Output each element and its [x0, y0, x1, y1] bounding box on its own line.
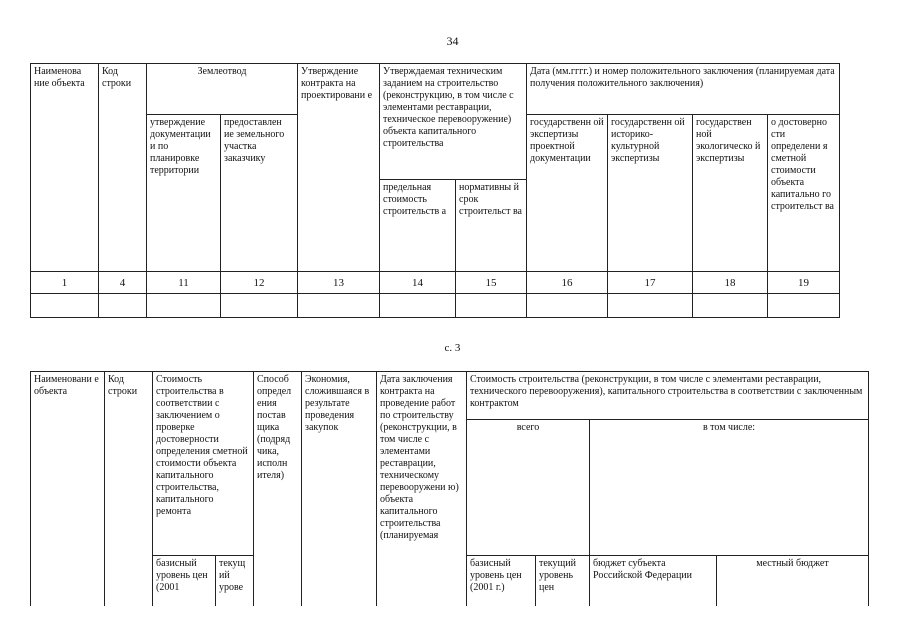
- col-number: 17: [608, 272, 693, 294]
- col-number: 13: [298, 272, 380, 294]
- header-land-sub1: утверждение документации и по планировке территории: [147, 115, 221, 272]
- header-tech: Утверждаемая техническим заданием на строительство (реконструкцию, в том числе с элементами реставрации, техническое перевооружение) объекта капитального строительства: [380, 64, 527, 180]
- header-contract-cost: Стоимость строительства (реконструкции, в том числе с элементами реставрации, технического перевооружения), капитального строительства в соответствии с заключенным контрактом: [467, 372, 869, 420]
- empty-cell: [99, 294, 147, 318]
- header-total-sub1: базисный уровень цен (2001 г.): [467, 556, 536, 606]
- header-tech-sub2: нормативны й срок строительст ва: [456, 180, 527, 272]
- table-2: [30, 371, 869, 606]
- section-separator: с. 3: [444, 342, 461, 354]
- header-approval: Утверждение контракта на проектировани е: [298, 64, 380, 272]
- empty-cell: [298, 294, 380, 318]
- header-budget-region: бюджет субъекта Российской Федерации: [590, 556, 717, 606]
- header-method: Способ определ ения постав щика (подряд чика, исполн ителя): [254, 372, 302, 606]
- col-number: 14: [380, 272, 456, 294]
- page-number: 34: [446, 34, 459, 48]
- header-name: Наименовани е объекта: [31, 372, 105, 606]
- header-date-sub2: государственн ой историко-культурной экспертизы: [608, 115, 693, 272]
- empty-cell: [527, 294, 608, 318]
- empty-cell: [31, 294, 99, 318]
- header-budget-local: местный бюджет: [717, 556, 869, 606]
- col-number: 18: [693, 272, 768, 294]
- empty-cell: [768, 294, 840, 318]
- header-cost: Стоимость строительства в соответствии с заключением о проверке достоверности определения сметной стоимости объекта капитального строительства, капитального ремонта: [153, 372, 254, 556]
- header-land: Землеотвод: [147, 64, 298, 115]
- col-number: 1: [31, 272, 99, 294]
- col-number: 19: [768, 272, 840, 294]
- header-name: Наименова ние объекта: [31, 64, 99, 272]
- header-date-sub3: государствен ной экологическо й экспертизы: [693, 115, 768, 272]
- table-1: [30, 63, 840, 318]
- empty-cell: [380, 294, 456, 318]
- header-code: Код строки: [99, 64, 147, 272]
- header-code: Код строки: [105, 372, 153, 606]
- col-number: 12: [221, 272, 298, 294]
- empty-cell: [221, 294, 298, 318]
- empty-cell: [147, 294, 221, 318]
- col-number: 16: [527, 272, 608, 294]
- empty-cell: [693, 294, 768, 318]
- header-date-sub1: государственн ой экспертизы проектной документации: [527, 115, 608, 272]
- header-cost-sub2: текущ ий урове: [216, 556, 254, 606]
- header-date-sub4: о достоверно сти определени я сметной стоимости объекта капитально го строительст ва: [768, 115, 840, 272]
- header-total: всего: [467, 420, 590, 556]
- header-total-sub2: текущий уровень цен: [536, 556, 590, 606]
- col-number: 11: [147, 272, 221, 294]
- header-incl: в том числе:: [590, 420, 869, 556]
- header-tech-sub1: предельная стоимость строительств а: [380, 180, 456, 272]
- header-economy: Экономия, сложившаяся в результате проведения закупок: [302, 372, 377, 606]
- header-date: Дата (мм.гггг.) и номер положительного заключения (планируемая дата получения положительного заключения): [527, 64, 840, 115]
- empty-cell: [456, 294, 527, 318]
- header-cost-sub1: базисный уровень цен (2001: [153, 556, 216, 606]
- col-number: 4: [99, 272, 147, 294]
- header-land-sub2: предоставлен ие земельного участка заказчику: [221, 115, 298, 272]
- col-number: 15: [456, 272, 527, 294]
- header-date: Дата заключения контракта на проведение работ по строительству (реконструкции, в том числе с элементами реставрации, техническому перевооружени ю) объекта капитального строительства (планируемая: [377, 372, 467, 606]
- empty-cell: [608, 294, 693, 318]
